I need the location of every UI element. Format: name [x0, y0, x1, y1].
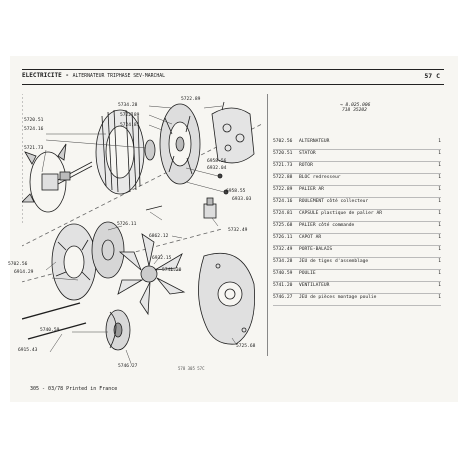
fan-drawing [118, 234, 184, 314]
drive-end-bearing-housing-drawing [198, 253, 254, 344]
callout-5722-89-b: 5722.89 [120, 113, 140, 118]
part-number: 5725.68 [273, 223, 293, 228]
parts-list-row [273, 269, 441, 281]
part-description: ROULEMENT côté collecteur [299, 199, 369, 204]
parts-list-row [273, 197, 441, 209]
row-rule [273, 305, 441, 306]
page-number: 57 C [424, 72, 440, 80]
header-category: ELECTRICITE [22, 72, 62, 79]
part-quantity: 1 [438, 151, 441, 156]
parts-list-row [273, 137, 441, 149]
part-quantity: 1 [438, 139, 441, 144]
parts-list-row [273, 173, 441, 185]
part-description: CAPSULE plastique de palier AR [299, 211, 382, 216]
rear-housing-drawing [160, 104, 200, 184]
callout-5724-81: 5724.81 [120, 123, 140, 128]
callout-6933-03: 6933.03 [232, 197, 252, 202]
callout-6932-15: 6932.15 [152, 256, 172, 261]
part-description: JEU de pièces montage poulie [299, 295, 377, 300]
parts-list-row [273, 281, 441, 293]
rear-bearing-drawing [145, 140, 155, 160]
callout-5741-20: 5741.20 [162, 268, 182, 273]
part-description: VENTILATEUR [299, 283, 330, 288]
parts-list [273, 137, 441, 305]
part-quantity: 1 [438, 199, 441, 204]
parts-list-row [273, 293, 441, 305]
part-description: PALIER côté commande [299, 223, 355, 228]
parts-list-row [273, 233, 441, 245]
part-quantity: 1 [438, 235, 441, 240]
callout-5726-11: 5726.11 [117, 222, 137, 227]
part-quantity: 1 [438, 259, 441, 264]
part-description: PALIER AR [299, 187, 324, 192]
part-description: CAPOT AR [299, 235, 322, 240]
callout-6915-43: 6915.43 [18, 348, 38, 353]
callout-6958-56: 6958.56 [207, 159, 227, 164]
header-rule-top [22, 69, 444, 70]
part-description: ROTOR [299, 163, 313, 168]
serial-reference [340, 103, 370, 113]
part-number: 5734.28 [273, 259, 293, 264]
part-number: 5721.73 [273, 163, 293, 168]
callout-5746-27: 5746.27 [118, 364, 138, 369]
part-quantity: 1 [438, 163, 441, 168]
callout-5722-89: 5722.89 [181, 97, 201, 102]
part-number: 5722.89 [273, 187, 293, 192]
column-divider [267, 94, 268, 356]
part-quantity: 1 [438, 187, 441, 192]
page-footer: 305 - 03/78 Printed in France [30, 386, 118, 392]
part-quantity: 1 [438, 295, 441, 300]
header-subtitle: ALTERNATEUR TRIPHASE SEV-MARCHAL [72, 74, 166, 79]
parts-list-row [273, 221, 441, 233]
part-number: 5722.88 [273, 175, 293, 180]
part-number: 5702.56 [273, 139, 293, 144]
callout-5724-16: 5724.16 [24, 127, 44, 132]
part-number: 5740.59 [273, 271, 293, 276]
callout-5702-56: 5702.56 [8, 262, 28, 267]
part-description: ALTERNATEUR [299, 139, 330, 144]
parts-list-row [273, 245, 441, 257]
part-description: STATOR [299, 151, 316, 156]
part-number: 5746.27 [273, 295, 293, 300]
part-number: 5732.49 [273, 247, 293, 252]
parts-list-row [273, 257, 441, 269]
parts-list-row [273, 185, 441, 197]
callout-5721-73: 5721.73 [24, 146, 44, 151]
part-quantity: 1 [438, 175, 441, 180]
part-quantity: 1 [438, 211, 441, 216]
part-number: 5726.11 [273, 235, 293, 240]
part-quantity: 1 [438, 271, 441, 276]
pulley-drawing [106, 310, 130, 350]
parts-list-row [273, 149, 441, 161]
serial-range: → 8.025.006 [340, 103, 371, 108]
part-quantity: 1 [438, 283, 441, 288]
parts-list-row [273, 161, 441, 173]
header-rule-bottom [22, 84, 444, 85]
callout-6914-29: 6914.29 [14, 270, 34, 275]
callout-5732-49: 5732.49 [228, 228, 248, 233]
part-number: 5741.20 [273, 283, 293, 288]
callout-5725-68: 5725.68 [236, 344, 256, 349]
part-quantity: 1 [438, 223, 441, 228]
callout-6958-55: 6958.55 [226, 189, 246, 194]
part-description: POULIE [299, 271, 316, 276]
callout-5720-51: 5720.51 [24, 118, 44, 123]
part-number: 5724.81 [273, 211, 293, 216]
rotor-drawing [22, 144, 92, 212]
serial-sub-reference: 718 35202 [342, 108, 367, 113]
rectifier-drawing [212, 102, 254, 163]
figure-code: 578 305 57C [178, 366, 205, 371]
part-description: JEU de tiges d'assemblage [299, 259, 369, 264]
part-quantity: 1 [438, 247, 441, 252]
callout-5734-28: 5734.28 [118, 103, 138, 108]
part-number: 5720.51 [273, 151, 293, 156]
callout-5740-59: 5740.59 [40, 328, 60, 333]
parts-list-row [273, 209, 441, 221]
header-separator: - [65, 72, 69, 79]
page-header [22, 72, 165, 79]
callout-6862-12: 6862.12 [149, 234, 169, 239]
part-description: PORTE-BALAIS [299, 247, 333, 252]
part-description: BLOC redresseur [299, 175, 341, 180]
part-number: 5724.16 [273, 199, 293, 204]
callout-6932-04: 6932.04 [207, 166, 227, 171]
